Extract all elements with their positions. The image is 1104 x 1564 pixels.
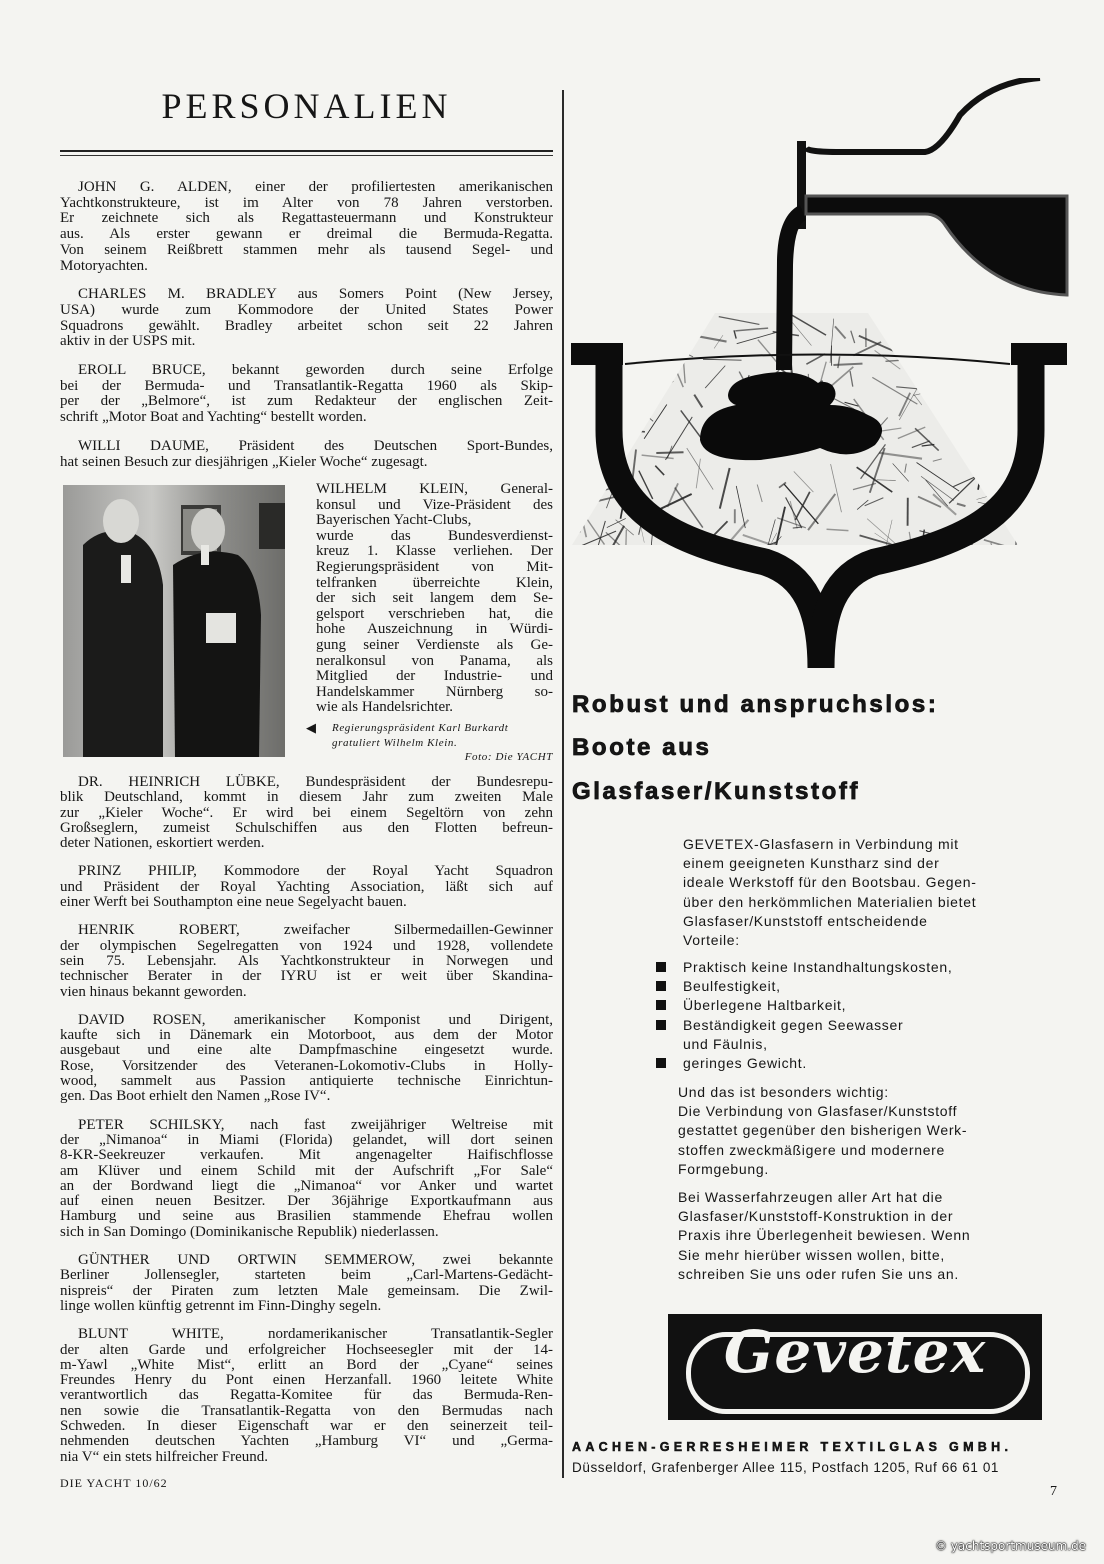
ad-text-line: Glasfaser/Kunststoff entscheidende xyxy=(683,912,928,929)
text-line: linge wollen künftig getrennt im Finn-Dinghy segeln. xyxy=(60,1297,382,1314)
fiber-strand xyxy=(601,325,617,335)
text-line: bei der Bermuda- und Transatlantik-Regatta 1960 als Skip- xyxy=(60,377,553,394)
text-line: vien hinaus bekannt geworden. xyxy=(60,983,247,1000)
fiber-strand xyxy=(911,326,918,346)
fiber-strand xyxy=(620,382,655,389)
ad-benefits-list xyxy=(656,958,952,1073)
photo-credit: Foto: Die YACHT xyxy=(464,751,553,763)
text-line: nen sowie die Transatlantik-Regatta von den Bermudas nach xyxy=(60,1402,553,1419)
ad-company-name: AACHEN-GERRESHEIMER TEXTILGLAS GMBH. xyxy=(572,1440,1013,1454)
text-line: Schweden. In dieser Eigenschaft war er den seinerzeit teil- xyxy=(60,1417,553,1434)
ad-illustration-pouring-resin xyxy=(565,78,1075,673)
caption-line: gratuliert Wilhelm Klein. xyxy=(332,736,458,749)
text-line: wood, sammelt aus Passion antiquierte technische Einrichtun- xyxy=(60,1073,553,1090)
fiber-strand xyxy=(980,402,988,404)
text-line: kaufte sich in Dänemark ein Motorboot, aus dem der Motor xyxy=(60,1027,553,1044)
text-line: aus. Als erster gewann er dreimal die Bermuda-Regatta. xyxy=(60,226,553,243)
title-rule-thick xyxy=(60,150,553,152)
fiber-strand xyxy=(998,330,1007,336)
square-bullet-icon xyxy=(656,1058,666,1068)
text-line: an der Bordwand liegt die „Nimanoa“ vor Anker und wartet xyxy=(60,1177,553,1194)
arrow-left-icon: ◀ xyxy=(306,720,317,735)
text-line: GÜNTHER UND ORTWIN SEMMEROW, zwei bekannte xyxy=(78,1252,553,1269)
text-line: gelsport verschrieben hat, die xyxy=(316,605,553,622)
ad-headline-line: Boote aus xyxy=(572,734,712,761)
ad-text-line: einem geeigneten Kunstharz sind der xyxy=(683,855,940,872)
fiber-strand xyxy=(944,353,957,377)
article-paragraph xyxy=(60,775,553,851)
text-line: kreuz 1. Klasse verliehen. Der xyxy=(316,543,553,560)
text-line: Berliner Jollensegler, starteten beim „Carl-Martens-Gedächt- xyxy=(60,1267,553,1284)
text-line: der sich seit langem dem Se- xyxy=(316,590,553,607)
text-line: und Präsident der Royal Yachting Association, läßt sich auf xyxy=(60,878,553,895)
article-paragraph xyxy=(60,1327,553,1465)
article-paragraph xyxy=(60,363,553,426)
title-rule-thin xyxy=(60,155,553,156)
text-line: JOHN G. ALDEN, einer der profiliertesten amerikanischen xyxy=(78,179,553,195)
ad-text-line: Praxis ihre Überlegenheit bewiesen. Wenn xyxy=(678,1227,971,1244)
article-paragraph xyxy=(60,439,553,470)
text-line: wurde das Bundesverdienst- xyxy=(316,527,553,544)
fiber-strand xyxy=(959,338,983,368)
fiber-strand xyxy=(921,325,939,327)
photo-image xyxy=(63,485,285,757)
ad-text-line: stoffen zweckmäßigere und modernere xyxy=(678,1141,946,1158)
benefit-item xyxy=(656,977,952,996)
text-line: Er zeichnete sich als Regattasteuermann und Konstrukteur xyxy=(60,210,553,227)
fiber-strand xyxy=(979,398,1010,436)
fiber-strand xyxy=(973,373,988,374)
fiber-strand xyxy=(565,319,587,321)
fiber-strand xyxy=(1002,348,1006,364)
fiber-strand xyxy=(997,310,1009,329)
text-line: Regierungspräsident von Mit- xyxy=(316,558,553,575)
ad-text-line: schreiben Sie uns oder rufen Sie uns an. xyxy=(678,1265,959,1282)
text-line: nehmenden deutschen Yachten „Hamburg VI“ und „Germa- xyxy=(60,1433,553,1450)
fiber-strand xyxy=(597,313,630,347)
ad-important-text xyxy=(678,1083,967,1179)
text-line: hat seinen Besuch zur diesjährigen „Kieler Woche“ zugesagt. xyxy=(60,453,428,470)
text-line: Yachtkonstrukteure, ist im Alter von 78 Jahren verstorben. xyxy=(60,194,553,211)
text-line: PETER SCHILSKY, nach fast zweijähriger Weltreise mit xyxy=(78,1116,553,1133)
benefit-text: geringes Gewicht. xyxy=(683,1055,807,1072)
text-line: blik Deutschland, kommt in diesem Jahr zum zweiten Male xyxy=(60,789,553,806)
text-line: 8-KR-Seekreuzer verkaufen. Mit angenagelter Haifischflosse xyxy=(60,1147,553,1164)
ad-text-line: ideale Werkstoff für den Bootsbau. Gegen- xyxy=(683,874,977,891)
text-line: gung seiner Verdienste als Ge- xyxy=(316,636,553,653)
page-title: PERSONALIEN xyxy=(161,86,452,126)
square-bullet-icon xyxy=(656,1020,666,1030)
fiber-strand xyxy=(583,456,601,464)
ad-text-line: Glasfaser/Kunststoff-Konstruktion in der xyxy=(678,1208,954,1225)
fiber-strand xyxy=(603,328,611,333)
fiber-strand xyxy=(607,326,625,338)
ad-text-line: Sie mehr hierüber wissen wollen, bitte, xyxy=(678,1246,945,1263)
pitcher-outline xyxy=(806,78,1040,152)
text-line: USA) wurde zum Kommodore der United States Power xyxy=(60,301,553,318)
ad-intro-text xyxy=(683,835,977,950)
text-line: nispreis“ der Piraten zum letzten Male gemeinsam. Die Zwil- xyxy=(60,1282,553,1299)
square-bullet-icon xyxy=(656,962,666,972)
benefit-text: Beulfestigkeit, xyxy=(683,978,781,995)
text-line: der olympischen Segelregatten von 1924 und 1928, vollendete xyxy=(60,937,553,954)
ad-text-line: Und das ist besonders wichtig: xyxy=(678,1084,889,1100)
text-line: auf einen neuen Besitzer. Der 36jährige Exportkaufmann aus xyxy=(60,1193,553,1210)
benefit-text: Beständigkeit gegen Seewasser xyxy=(683,1016,904,1033)
article-paragraph xyxy=(60,864,553,910)
fiber-strand xyxy=(979,437,1000,458)
text-line: neralkonsul von Panama, als xyxy=(316,652,553,669)
text-line: Motoryachten. xyxy=(60,257,148,274)
text-line: verantwortlich das Regatta-Komitee für das Bermuda-Ren- xyxy=(60,1387,553,1404)
text-line: CHARLES M. BRADLEY aus Somers Point (New Jersey, xyxy=(78,286,553,303)
fiber-strand xyxy=(978,440,986,489)
fiber-strand xyxy=(566,396,573,423)
text-line: Großseglern, zumeist Schulschiffen aus den Flotten befreun- xyxy=(60,819,553,836)
pitcher-body xyxy=(806,196,1067,295)
text-line: Squadrons gewählt. Bradley arbeitet schon seit 22 Jahren xyxy=(60,317,553,334)
feature-article-klein xyxy=(316,482,553,716)
fiber-strand xyxy=(642,346,651,362)
text-line: der „Nimanoa“ in Miami (Florida) gelandet, will dort seinen xyxy=(60,1131,553,1148)
fiber-strand xyxy=(970,393,983,406)
benefit-item xyxy=(656,1054,952,1073)
text-line: Handelskammer Nürnberg so- xyxy=(316,683,553,700)
text-line: per der „Belmore“, ist zum Redakteur der englischen Zeit- xyxy=(60,393,553,410)
issue-footer: DIE YACHT 10/62 xyxy=(60,1476,168,1490)
text-line: technischer Berater in der IYRU ist er weit über Skandina- xyxy=(60,968,553,985)
text-line: m-Yawl „White Mist“, erlitt an Bord der „Cyane“ seines xyxy=(60,1356,553,1373)
text-line: Hamburg und seine aus Brasilien stammende Ehefrau wollen xyxy=(60,1208,553,1225)
benefit-item xyxy=(656,958,952,977)
text-line: WILLI DAUME, Präsident des Deutschen Sport-Bundes, xyxy=(78,437,553,454)
ad-text-line: Vorteile: xyxy=(683,932,740,949)
text-line: Rose, Vorsitzender des Veteranen-Lokomotiv-Clubs in Holly- xyxy=(60,1057,553,1074)
text-line: sich in San Domingo (Dominikanische Republik) niederlassen. xyxy=(60,1223,439,1240)
article-paragraph xyxy=(60,180,553,274)
text-line: nia V“ ein stets hilfreicher Freund. xyxy=(60,1448,268,1465)
text-line: schrift „Motor Boat and Yachting“ bestellt worden. xyxy=(60,409,367,426)
fiber-strand xyxy=(565,421,591,444)
square-bullet-icon xyxy=(656,981,666,991)
ad-text-line: GEVETEX-Glasfasern in Verbindung mit xyxy=(683,836,959,852)
fiber-strand xyxy=(634,368,635,388)
ad-text-line: Formgebung. xyxy=(678,1160,769,1177)
fiber-strand xyxy=(574,492,580,533)
square-bullet-icon xyxy=(656,1000,666,1010)
article-paragraph xyxy=(60,923,553,999)
text-line: zur „Kieler Woche“. Er wird bei einem Segeltörn von zehn xyxy=(60,804,553,821)
fiber-strand xyxy=(691,310,705,318)
ad-text-line: gestattet gegenüber den bisherigen Werk- xyxy=(678,1122,968,1139)
gevetex-logo xyxy=(668,1314,1042,1420)
benefit-item xyxy=(656,996,952,1015)
fiber-strand xyxy=(624,385,635,432)
ad-text-line: Die Verbindung von Glasfaser/Kunststoff xyxy=(678,1103,958,1120)
ad-headline-line: Glasfaser/Kunststoff xyxy=(572,778,861,805)
fiber-strand xyxy=(565,326,591,330)
fiber-strand xyxy=(962,383,997,397)
fiber-strand xyxy=(628,388,629,430)
ad-text-line: Bei Wasserfahrzeugen aller Art hat die xyxy=(678,1189,943,1205)
fiber-strand xyxy=(930,342,973,359)
text-line: Freundes Henry du Pont einen Herzanfall. 1960 leitete White xyxy=(60,1372,553,1389)
text-line: konsul und Vize-Präsident des xyxy=(316,496,553,513)
text-line: sein 75. Lebensjahr. Als Yachtkonstrukteur in Norwegen und xyxy=(60,952,553,969)
text-line: ausgebaut und eine alte Dampfmaschine eingesetzt wurde. xyxy=(60,1042,553,1059)
fiber-strand xyxy=(929,392,936,410)
text-line: hohe Auszeichnung in Würdi- xyxy=(316,621,553,638)
fiber-strand xyxy=(604,336,613,342)
fiber-strand xyxy=(617,314,654,336)
text-line: Mitglied der Industrie- und xyxy=(316,668,553,685)
text-line: PRINZ PHILIP, Kommodore der Royal Yacht Squadron xyxy=(78,863,553,880)
ad-headline-line: Robust und anspruchslos: xyxy=(572,691,939,718)
fiber-strand xyxy=(621,389,646,397)
article-paragraph xyxy=(60,1013,553,1105)
article-paragraph xyxy=(60,287,553,350)
fiber-strand xyxy=(1015,535,1016,569)
fiber-strand xyxy=(932,342,945,367)
text-line: DAVID ROSEN, amerikanischer Komponist und Dirigent, xyxy=(78,1011,553,1028)
page-number: 7 xyxy=(1050,1484,1057,1499)
watermark: © yachtsportmuseum.de xyxy=(935,1539,1087,1553)
text-line: Bayerischen Yacht-Clubs, xyxy=(316,512,472,529)
text-line: gen. Das Boot erhielt den Namen „Rose IV“. xyxy=(60,1088,331,1105)
text-line: aktiv in der USPS mit. xyxy=(60,333,196,350)
fiber-strand xyxy=(599,311,645,336)
text-line: BLUNT WHITE, nordamerikanischer Transatlantik-Segler xyxy=(78,1326,553,1343)
text-line: wie als Handelsrichter. xyxy=(316,699,454,716)
text-line: DR. HEINRICH LÜBKE, Bundespräsident der Bundesrepu- xyxy=(78,774,553,790)
column-divider xyxy=(562,90,564,1478)
fiber-strand xyxy=(633,349,658,359)
ad-company-address: Düsseldorf, Grafenberger Allee 115, Postfach 1205, Ruf 66 61 01 xyxy=(572,1460,1000,1475)
benefit-text: Überlegene Haltbarkeit, xyxy=(683,997,847,1014)
fiber-strand xyxy=(991,317,1018,335)
text-line: telfranken überreichte Klein, xyxy=(316,574,553,591)
text-line: der alten Garde und erfolgreicher Hochseesegler mit der 14- xyxy=(60,1341,553,1358)
benefit-item xyxy=(656,1016,952,1054)
benefit-text: und Fäulnis, xyxy=(683,1035,768,1052)
ad-text-line: über den herkömmlichen Materialien bietet xyxy=(683,893,977,910)
fiber-strand xyxy=(952,317,1002,322)
fiber-strand xyxy=(874,315,883,319)
text-line: Von seinem Reißbrett stammen mehr als tausend Segel- und xyxy=(60,241,553,258)
text-line: EROLL BRUCE, bekannt geworden durch seine Erfolge xyxy=(78,362,553,379)
text-line: am Klüver und einem Schild mit der Aufschrift „For Sale“ xyxy=(60,1162,553,1179)
text-line: einer Werft bei Southampton eine neue Segelyacht bauen. xyxy=(60,894,407,911)
article-paragraph xyxy=(60,1253,553,1314)
caption-line: Regierungspräsident Karl Burkardt xyxy=(332,722,509,734)
fiber-strand xyxy=(991,543,996,559)
articles-top-column xyxy=(60,180,553,483)
article-paragraph xyxy=(60,1118,553,1240)
text-line: deter Nationen, eskortiert werden. xyxy=(60,835,265,852)
fiber-strand xyxy=(975,335,980,352)
fiber-strand xyxy=(1000,388,1006,418)
articles-bottom-column xyxy=(60,775,553,1478)
fiber-strand xyxy=(654,315,688,334)
fiber-strand xyxy=(570,427,571,435)
fiber-strand xyxy=(565,545,572,563)
benefit-text: Praktisch keine Instandhaltungskosten, xyxy=(683,959,953,975)
text-line: HENRIK ROBERT, zweifacher Silbermedaillen-Gewinner xyxy=(78,922,553,939)
text-line: WILHELM KLEIN, General- xyxy=(316,481,553,497)
logo-wordmark: Gevetex xyxy=(723,1318,987,1386)
ad-closing-text xyxy=(678,1188,970,1284)
photo-caption xyxy=(306,721,553,765)
photo-handshake xyxy=(63,485,285,757)
